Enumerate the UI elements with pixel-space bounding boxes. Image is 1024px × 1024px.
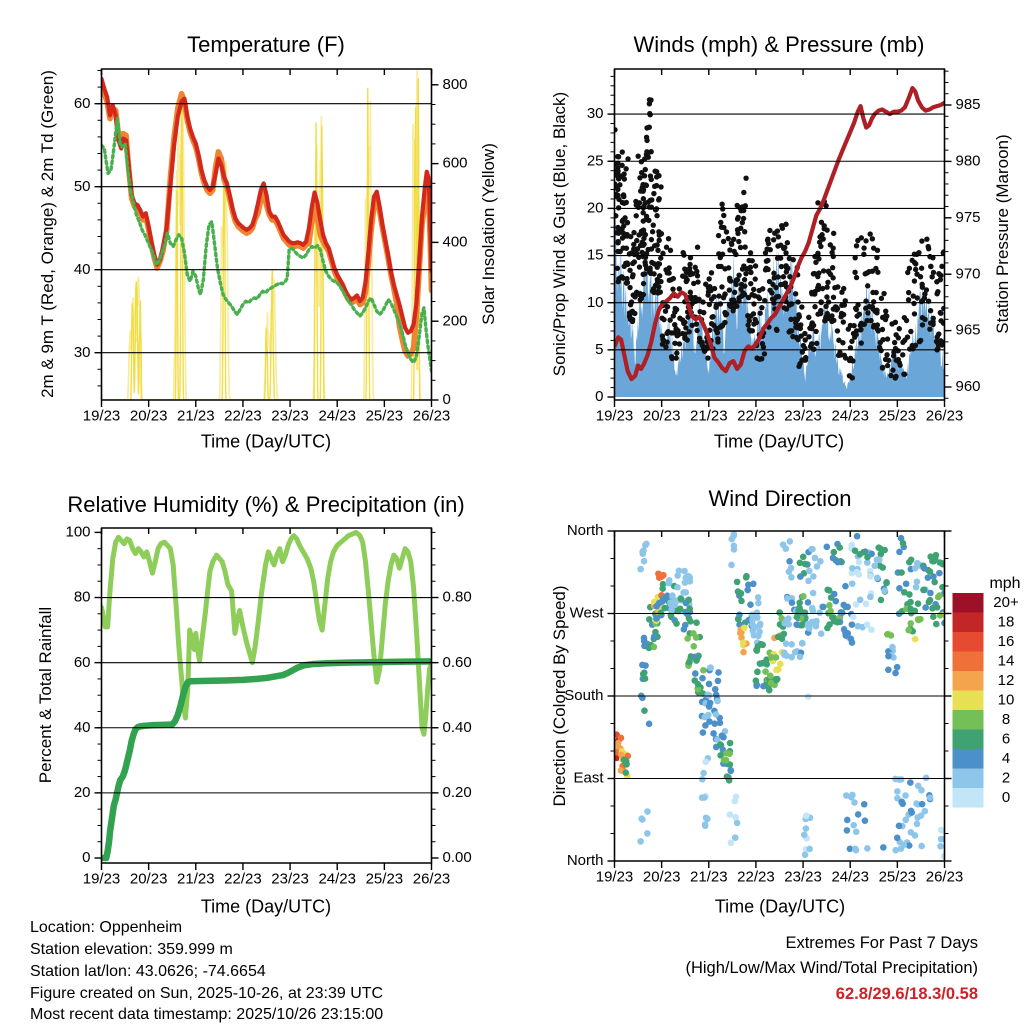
direction-ylabel-left: Direction (Colored By Speed) — [550, 585, 569, 807]
wind-gust-ylabel-left: Sonic/Prop Wind & Gust (Blue, Black) — [550, 91, 569, 377]
humidity-chart-title: Relative Humidity (%) & Precipitation (in) — [67, 492, 465, 517]
humidity-ylabel-left: Percent & Total Rainfall — [36, 606, 55, 784]
wind-direction-chart-title: Wind Direction — [708, 486, 852, 511]
pressure-ylabel-right: Station Pressure (Maroon) — [993, 134, 1012, 334]
extremes-values: 62.8/29.6/18.3/0.58 — [835, 985, 978, 1003]
footer-timestamp: Most recent data timestamp: 2025/10/26 23:15:00 — [30, 1006, 384, 1023]
wind-direction-chart — [614, 531, 945, 861]
temperature-chart-title: Temperature (F) — [187, 32, 345, 57]
winds-chart-title: Winds (mph) & Pressure (mb) — [633, 32, 925, 57]
winds-pressure-chart — [614, 69, 945, 400]
footer-elevation: Station elevation: 359.999 m — [30, 941, 233, 958]
extremes-subtitle: (High/Low/Max Wind/Total Precipitation) — [685, 959, 978, 977]
temperature-ylabel-left: 2m & 9m T (Red, Orange) & 2m Td (Green) — [38, 70, 57, 398]
colorbar-unit-label: mph — [989, 575, 1021, 592]
temperature-xlabel: Time (Day/UTC) — [200, 431, 332, 452]
wind-direction-xlabel: Time (Day/UTC) — [714, 896, 846, 917]
footer-latlon: Station lat/lon: 43.0626; -74.6654 — [30, 963, 266, 980]
winds-xlabel: Time (Day/UTC) — [713, 431, 845, 452]
extremes-title: Extremes For Past 7 Days — [785, 934, 978, 952]
solar-ylabel-right: Solar Insolation (Yellow) — [479, 143, 498, 325]
humidity-xlabel: Time (Day/UTC) — [200, 896, 332, 917]
temperature-chart — [101, 69, 432, 400]
footer-created: Figure created on Sun, 2025-10-26, at 23:39 UTC — [30, 985, 384, 1002]
humidity-precip-chart — [101, 528, 432, 863]
footer-location: Location: Oppenheim — [30, 919, 183, 936]
